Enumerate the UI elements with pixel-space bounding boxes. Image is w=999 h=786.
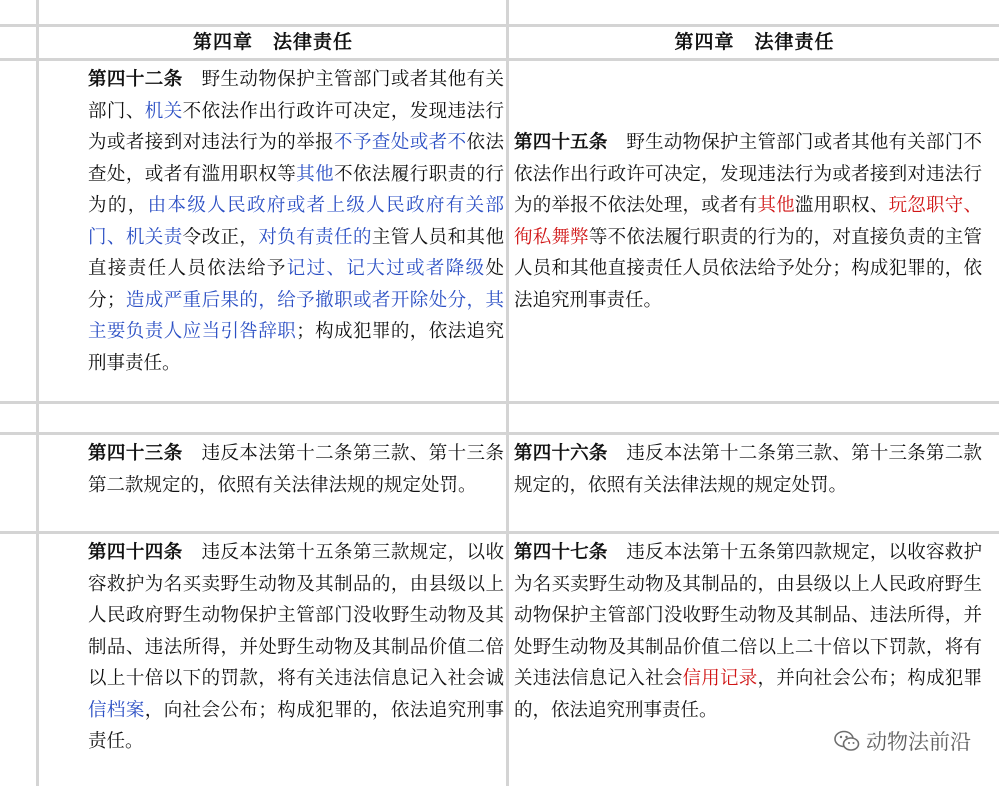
highlighted-text-blue: 信档案 xyxy=(88,699,145,721)
wechat-icon xyxy=(834,730,860,752)
article-number: 第四十六条 xyxy=(514,443,608,464)
row-divider xyxy=(0,58,999,61)
left-column-header: 第四章 法律责任 xyxy=(192,31,353,53)
article-47-new xyxy=(514,537,982,726)
article-number: 第四十七条 xyxy=(514,542,608,563)
highlighted-text-red: 玩忽职守、徇私舞弊 xyxy=(514,195,982,248)
row-divider xyxy=(0,401,999,404)
text-segment: 不依法履行职责的行为的， xyxy=(88,163,504,216)
row-divider xyxy=(0,531,999,534)
text-segment: 主管人员和其他直接责任人员依法给予 xyxy=(88,226,504,279)
text-segment: 依法查处，或者有滥用职权等 xyxy=(88,132,504,185)
article-number: 第四十五条 xyxy=(514,132,608,153)
text-segment: 等不依法履行职责的行为的，对直接负责的主管人员和其他直接责任人员依法给予处分；构成犯罪的，依法追究刑事责任。 xyxy=(514,226,982,311)
article-number: 第四十三条 xyxy=(88,443,183,464)
row-divider xyxy=(0,24,999,27)
column-divider xyxy=(506,0,509,786)
article-45-new xyxy=(514,127,982,316)
text-segment: ，向社会公布；构成犯罪的，依法追究刑事责任。 xyxy=(88,699,504,752)
watermark-text: 动物法前沿 xyxy=(866,730,971,754)
highlighted-text-blue: 造成严重后果的，给予撤职或者开除处分，其主要负责人应当引咎辞职 xyxy=(88,289,504,342)
highlighted-text-blue: 不予查处或者不 xyxy=(334,132,467,153)
article-42-old xyxy=(42,64,504,379)
highlighted-text-blue: 由本级人民政府或者上级人民政府有关部门、机关责 xyxy=(88,195,504,248)
text-segment: 不依法作出行政许可决定，发现违法行为或者接到对违法行为的举报 xyxy=(88,100,504,153)
text-segment: 违反本法第十五条第四款规定，以收容救护为名买卖野生动物及其制品的，由县级以上人民政府野生动物保护主管部门没收野生动物及其制品、违法所得，并处野生动物及其制品价值二倍以上二十倍以下罚款，将有关违法信息记入社会 xyxy=(514,542,982,689)
text-segment: 野生动物保护主管部门或者其他有关部门、 xyxy=(88,69,504,122)
right-column-header: 第四章 法律责任 xyxy=(674,31,835,53)
text-segment: ，并向社会公布；构成犯罪的，依法追究刑事责任。 xyxy=(514,668,982,721)
text-segment: ；构成犯罪的，依法追究刑事责任。 xyxy=(88,321,504,374)
highlighted-text-blue: 记过、记大过或者降级 xyxy=(286,258,486,279)
text-segment: 滥用职权、 xyxy=(794,195,889,216)
text-segment: 违反本法第十二条第三款、第十三条第二款规定的，依照有关法律法规的规定处罚。 xyxy=(88,443,504,496)
highlighted-text-blue: 机关 xyxy=(144,100,183,122)
highlighted-text-blue: 其他 xyxy=(296,163,335,185)
text-segment: 违反本法第十五条第三款规定，以收容救护为名买卖野生动物及其制品的，由县级以上人民政府野生动物保护主管部门没收野生动物及其制品、违法所得，并处野生动物及其制品价值二倍以上十倍以下的罚款，将有关违法信息记入社会诚 xyxy=(88,542,504,689)
highlighted-text-red: 其他 xyxy=(757,195,795,216)
article-46-new xyxy=(514,438,982,501)
highlighted-text-blue: 对负有责任的 xyxy=(258,226,372,248)
text-segment: 违反本法第十二条第三款、第十三条第二款规定的，依照有关法律法规的规定处罚。 xyxy=(514,443,982,496)
article-number: 第四十二条 xyxy=(88,69,183,90)
watermark xyxy=(834,726,971,756)
text-segment: 令改正， xyxy=(182,226,259,248)
text-segment: 处分； xyxy=(88,258,504,311)
text-segment: 野生动物保护主管部门或者其他有关部门不依法作出行政许可决定，发现违法行为或者接到对违法行为的举报不依法处理，或者有 xyxy=(514,132,982,216)
row-divider xyxy=(0,432,999,435)
article-number: 第四十四条 xyxy=(88,542,183,563)
column-divider xyxy=(36,0,39,786)
article-43-old xyxy=(42,438,504,501)
highlighted-text-red: 信用记录 xyxy=(682,668,758,689)
article-44-old xyxy=(42,537,504,758)
